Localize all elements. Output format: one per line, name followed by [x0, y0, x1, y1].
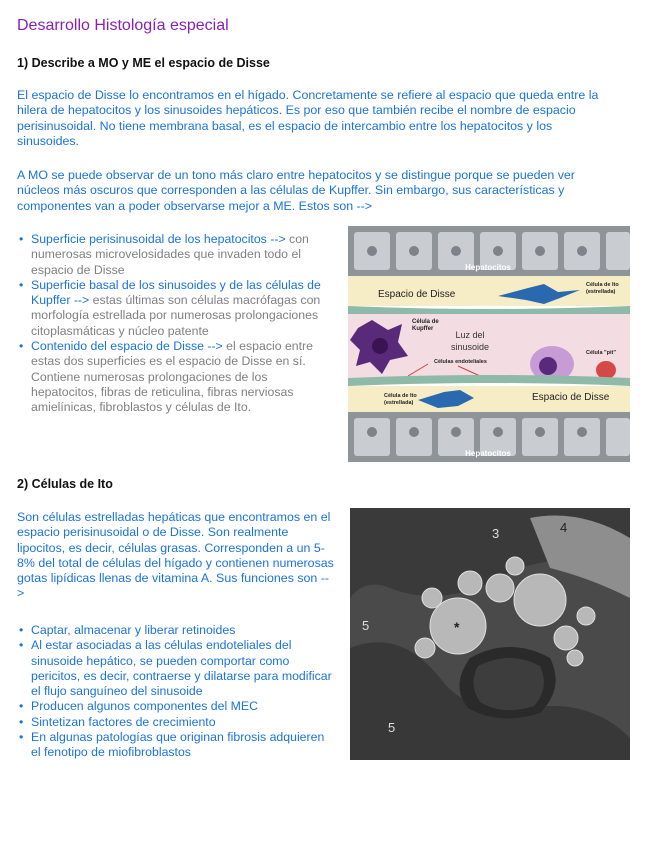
- ito-cell-micrograph: [350, 508, 630, 760]
- disse-space-diagram: [348, 226, 630, 462]
- label-luz-1: Luz del: [455, 330, 485, 340]
- section2-paragraph: Son células estrelladas hepáticas que encontramos en el espacio perisinusoidal o de Disse. Son realmente lipocitos, es decir, células grasas. Corresponden a un 5-8% del total de células del hígado y contienen numerosas gotas lipídicas llenas de vitamina A. Sus funciones son -->: [17, 510, 334, 601]
- section1-paragraph-1: El espacio de Disse lo encontramos en el hígado. Concretamente se refiere al espacio que queda entre la hilera de hepatocitos y los sinusoides hepáticos. Es por eso que también recibe el nombre de espacio perisinusoidal. No tiene membrana basal, es el espacio de intercambio entre los hepatocitos y los sinusoides.: [17, 88, 599, 148]
- list-item: • Sintetizan factores de crecimiento: [17, 715, 335, 730]
- label-espacio-disse-top: Espacio de Disse: [378, 289, 456, 300]
- micrograph-label-3: 3: [492, 526, 500, 541]
- list-item: • En algunas patologías que originan fibrosis adquieren el fenotipo de miofibroblastos: [17, 730, 335, 761]
- page-title: Desarrollo Histología especial: [17, 17, 229, 34]
- list-item: • Superficie basal de los sinusoides y de las células de Kupffer --> estas últimas son células macrófagas con morfología estrellada por numerosas prolongaciones citoplasmáticas y núcleo patente: [17, 278, 335, 339]
- label-ito-top-2: (estrellada): [586, 289, 616, 295]
- section1-heading: 1) Describe a MO y ME el espacio de Disse: [17, 56, 270, 70]
- label-hepatocitos-top: Hepatocitos: [465, 263, 511, 272]
- micrograph-label-5a: 5: [362, 618, 370, 633]
- label-endoteliales: Células endoteliales: [434, 359, 487, 365]
- micrograph-label-5b: 5: [388, 720, 396, 735]
- list-item: • Contenido del espacio de Disse --> el espacio entre estas dos superficies es el espacio de Disse en sí. Contiene numerosas prolongaciones de los hepatocitos, fibras de reticulina, fibras nerviosas amielínicas, fibroblastos y células de Ito.: [17, 339, 335, 415]
- label-pit: Célula "pit": [586, 350, 616, 356]
- label-ito-bottom-1: Célula de Ito: [384, 393, 417, 399]
- label-ito-bottom-2: (estrellada): [384, 400, 414, 406]
- section1-bullet-list: [17, 232, 335, 416]
- list-item: • Captar, almacenar y liberar retinoides: [17, 623, 335, 638]
- section2-bullet-list: [17, 623, 335, 761]
- list-item: • Al estar asociadas a las células endoteliales del sinusoide hepático, se pueden comportar como pericitos, es decir, contraerse y dilatarse para modificar el flujo sanguíneo del sinusoide: [17, 638, 335, 699]
- list-item: • Producen algunos componentes del MEC: [17, 699, 335, 714]
- label-ito-top-1: Célula de Ito: [586, 282, 619, 288]
- label-luz-2: sinusoide: [450, 342, 490, 352]
- label-espacio-disse-bottom: Espacio de Disse: [532, 392, 610, 403]
- list-item: • Superficie perisinusoidal de los hepatocitos --> con numerosas microvelosidades que invaden todo el espacio de Disse: [17, 232, 335, 278]
- micrograph-label-4: 4: [560, 520, 568, 535]
- section1-paragraph-2: A MO se puede observar de un tono más claro entre hepatocitos y se distingue porque se pueden ver núcleos más oscuros que corresponden a las células de Kupffer. Sin embargo, sus características y componentes van a poder observarse mejor a ME. Estos son -->: [17, 168, 575, 213]
- label-kupffer-2: Kupffer: [412, 326, 434, 332]
- micrograph-star: *: [454, 619, 460, 635]
- label-hepatocitos-bottom: Hepatocitos: [465, 449, 511, 458]
- section2-heading: 2) Células de Ito: [17, 477, 113, 491]
- label-kupffer-1: Célula de: [412, 319, 439, 325]
